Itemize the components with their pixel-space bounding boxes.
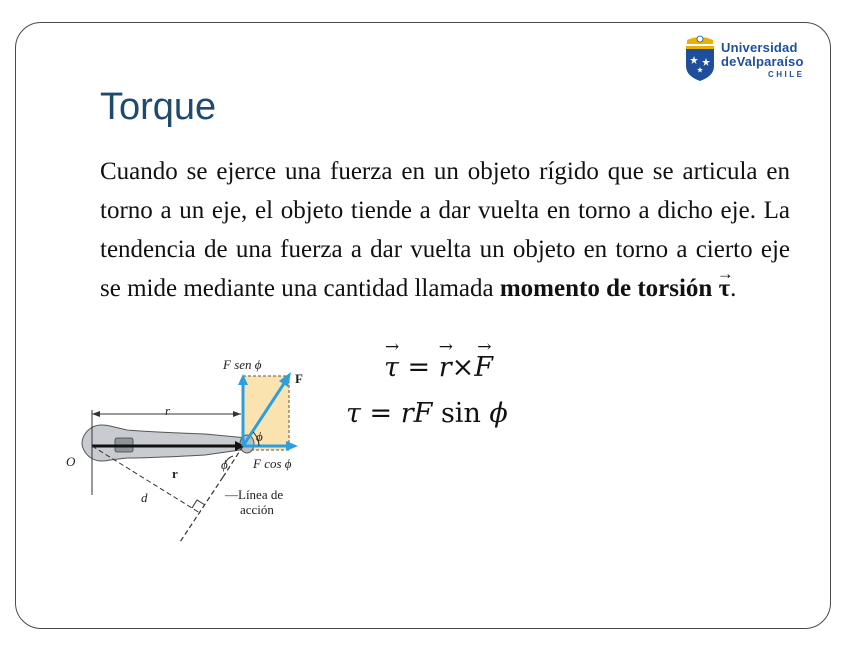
line-of-action bbox=[180, 477, 223, 542]
label-fcos: F cos ϕ bbox=[253, 456, 292, 471]
university-logo bbox=[683, 32, 818, 87]
label-f: F bbox=[295, 371, 303, 386]
label-phi-lower: ϕ bbox=[221, 457, 228, 472]
label-phi-inner: ϕ bbox=[256, 429, 263, 444]
formula1-F: → F bbox=[474, 352, 493, 383]
paragraph-bold bbox=[500, 275, 730, 302]
paragraph-main: Cuando se ejerce una fuerza en un objeto rígido que se articula en torno a un eje, el objeto tiende a dar vuelta en torno a dicho eje. La tendencia de una fuerza a dar vuelta un objeto en torno a cierto eje se mide mediante una cantidad llamada bbox=[100, 158, 790, 302]
formula1-times: × bbox=[451, 352, 475, 383]
wrench-diagram-graphic bbox=[55, 352, 325, 547]
label-linea-de: —Línea de bbox=[225, 487, 284, 502]
r-dimension-arrow-right bbox=[233, 411, 241, 417]
formula1-eq: = bbox=[398, 352, 439, 383]
formula2-lhs: τ = rF bbox=[346, 398, 441, 429]
torque-vector-formula bbox=[384, 352, 493, 383]
shield-icon bbox=[683, 34, 717, 82]
torque-magnitude-formula bbox=[346, 398, 508, 429]
logo-text-valparaiso: deValparaíso bbox=[721, 54, 804, 69]
label-d: d bbox=[141, 490, 148, 505]
logo-text-chile: CHILE bbox=[768, 70, 805, 79]
label-o: O bbox=[66, 454, 76, 469]
r-dimension-arrow-left bbox=[92, 411, 100, 417]
formula2-phi: ϕ bbox=[480, 398, 508, 429]
formula2-sin: sin bbox=[440, 398, 481, 429]
label-r-vec: r bbox=[172, 466, 178, 481]
tau-vector-symbol: → τ bbox=[719, 269, 731, 308]
label-accion: acción bbox=[240, 502, 274, 517]
paragraph-bold-text: momento de torsión bbox=[499, 275, 719, 302]
paragraph-end: . bbox=[730, 275, 737, 302]
label-fsen: F sen ϕ bbox=[223, 357, 262, 372]
slide-paragraph bbox=[100, 152, 790, 308]
formula1-tau: → τ bbox=[384, 352, 399, 383]
wrench-diagram bbox=[55, 352, 325, 547]
fcos-vector-arrow bbox=[286, 441, 298, 451]
formula1-r: → r bbox=[439, 352, 452, 383]
slide-title: Torque bbox=[100, 86, 217, 128]
label-r-top: r bbox=[165, 403, 171, 418]
logo-text-universidad: Universidad bbox=[721, 40, 798, 55]
